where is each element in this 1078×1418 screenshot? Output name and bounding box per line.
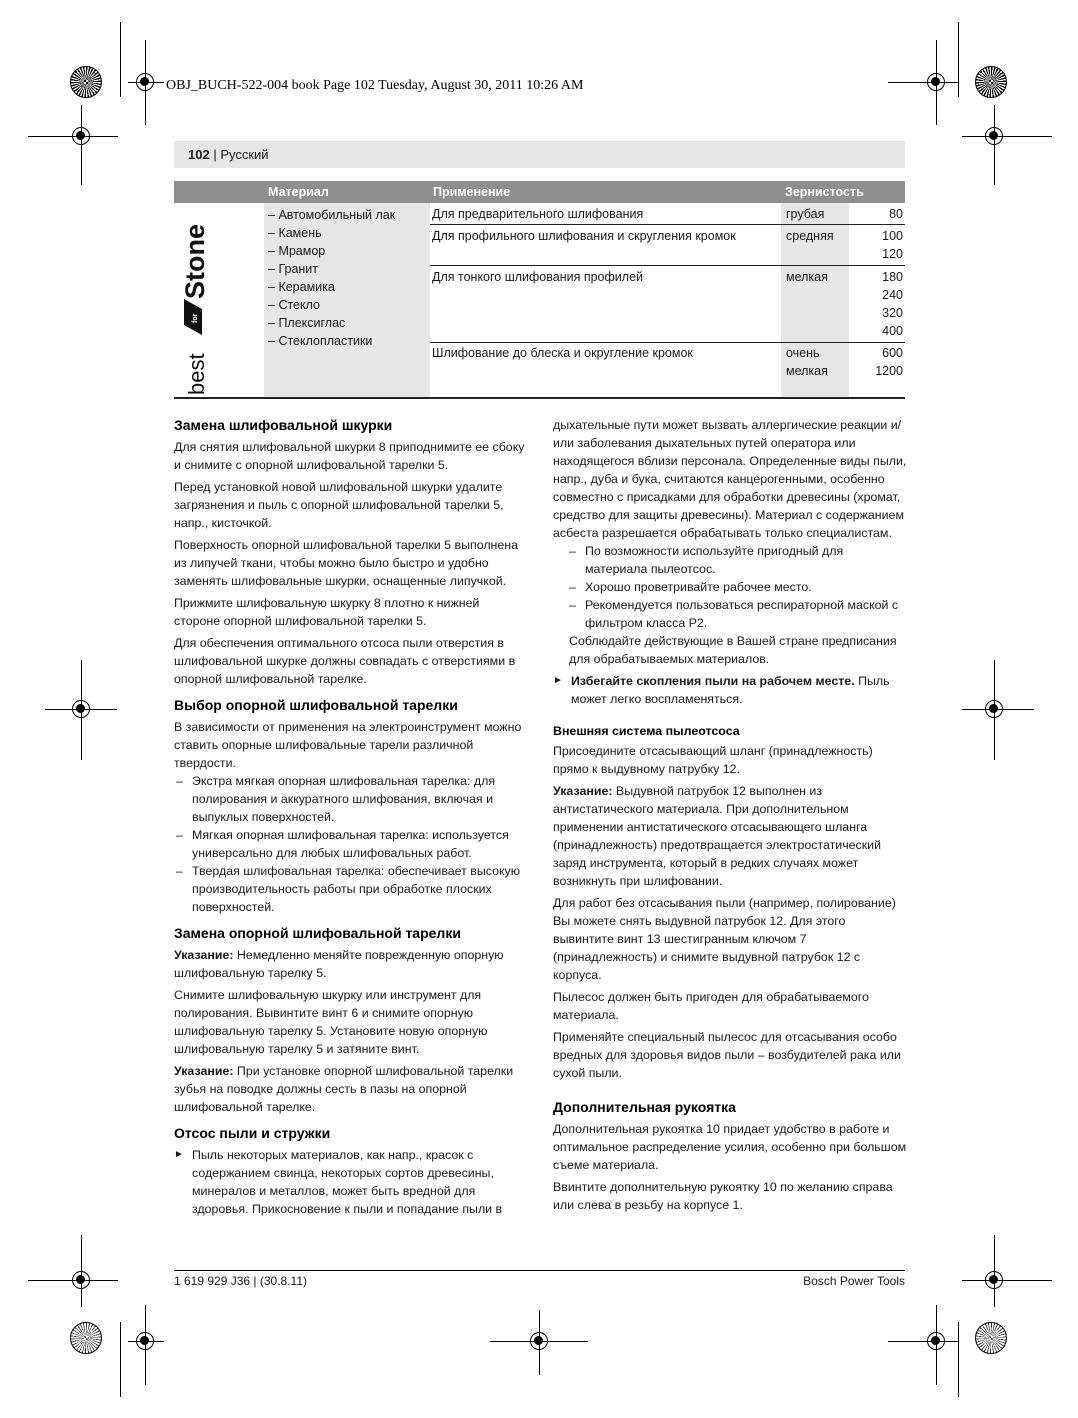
section-heading: Замена шлифовальной шкурки (174, 417, 393, 433)
best-for-stone-logo (176, 203, 212, 397)
table-cell-grit: 100 (882, 229, 903, 243)
logo-for: for (192, 313, 199, 323)
registration-rosette (975, 1322, 1007, 1354)
subsection-heading: Внешняя система пылеотсоса (553, 724, 740, 738)
header-grit: Зернистость (785, 185, 864, 199)
list-item: – Мрамор (268, 244, 326, 258)
registration-rosette (70, 1322, 102, 1354)
list-item: – Экстра мягкая опорная шлифовальная тарелка: для полирования и аккуратного шлифования, включая и выпуклых поверхностей. (174, 772, 528, 826)
table-cell-grade: очень мелкая (786, 346, 828, 378)
paragraph: Для работ без отсасывания пыли (например, полирование) Вы можете снять выдувной патрубок 12. Для этого вывинтите винт 13 шестигранным ключом 7 (принадлежность) и снимите выдувной патрубок 12 с корпуса. (553, 896, 896, 982)
list-item: – Хорошо проветривайте рабочее место. (567, 578, 907, 596)
list-item: – Стекло (268, 298, 320, 312)
list-item: – Стеклопластики (268, 334, 373, 348)
paragraph: Ввинтите дополнительную рукоятку 10 по желанию справа или слева в резьбу на корпусе 1. (553, 1180, 893, 1212)
paragraph: Указание: Немедленно меняйте поврежденную опорную шлифовальную тарелку 5. (174, 948, 504, 980)
list-item: – Мягкая опорная шлифовальная тарелка: используется универсально для любых шлифовальных работ. (174, 826, 528, 862)
left-column (174, 416, 528, 1222)
page-language: Русский (220, 147, 269, 162)
table-cell-application: Шлифование до блеска и округление кромок (432, 346, 693, 360)
paragraph: В зависимости от применения на электроинструмент можно ставить опорные шлифовальные тарели различной твердости. (174, 720, 522, 770)
material-list (268, 206, 395, 350)
section-heading: Отсос пыли и стружки (174, 1125, 331, 1141)
warning-list (553, 672, 907, 708)
registration-rosette (975, 66, 1007, 98)
header-material: Материал (268, 185, 329, 199)
table-cell-grade: средняя (786, 229, 834, 243)
list-item: – Автомобильный лак (268, 208, 396, 222)
right-column (553, 416, 907, 1218)
list-item: ► Пыль некоторых материалов, как напр., красок с содержанием свинца, некоторых сортов древесины, минералов и металлов, может быть вредной для здоровья. Прикосновение к пыли и попадание пыли в (174, 1146, 528, 1218)
paragraph: Прижмите шлифовальную шкурку 8 плотно к нижней стороне опорной шлифовальной тарелки 5. (174, 596, 480, 628)
table-cell-grit: 400 (882, 324, 903, 338)
paragraph: Дополнительная рукоятка 10 придает удобство в работе и оптимальное распределение усилия, особенно при большом съеме материала. (553, 1122, 907, 1172)
table-cell-grit: 180 (882, 270, 903, 284)
table-cell-application: Для тонкого шлифования профилей (432, 270, 643, 284)
list-item: – Камень (268, 226, 322, 240)
paragraph: Перед установкой новой шлифовальной шкурки удалите загрязнения и пыль с опорной шлифовальной тарелки 5, напр., кисточкой. (174, 480, 504, 530)
table-cell-grit: 240 (882, 288, 903, 302)
table-cell-grit: 80 (889, 207, 903, 221)
list-item: ► Избегайте скопления пыли на рабочем месте. Пыль может легко воспламеняться. (553, 672, 907, 708)
logo-best: best (184, 353, 209, 395)
table-cell-grit: 1200 (875, 364, 903, 378)
paragraph: Указание: При установке опорной шлифовальной тарелки зубья на поводке должны сесть в пазы на опорной шлифовальной тарелке. (174, 1064, 514, 1114)
footer-brand: Bosch Power Tools (803, 1274, 905, 1288)
table-cell-grade: мелкая (786, 270, 828, 284)
paragraph: Поверхность опорной шлифовальной тарелки 5 выполнена из липучей ткани, чтобы можно было быстро и удобно заменять шлифовальные шкурки, оснащенные липучкой. (174, 538, 519, 588)
pad-list (174, 772, 528, 916)
footer-doc-number: 1 619 929 J36 | (30.8.11) (174, 1274, 307, 1288)
paragraph: Снимите шлифовальную шкурку или инструмент для полирования. Вывинтите винт 6 и снимите опорную шлифовальную тарелку 5. Установите новую опорную шлифовальную тарелку 5 и затяните винт. (174, 988, 488, 1056)
paragraph: дыхательные пути может вызвать аллергические реакции и/или заболевания дыхательных путей оператора или находящегося вблизи персонала. Определенные виды пыли, напр., дуба и бука, считаются канцерогенными, особенно совместно с присадками для обработки древесины (хромат, средство для защиты древесины). Материал с содержанием асбеста разрешается обрабатывать только специалистам. (553, 418, 907, 540)
section-heading: Дополнительная рукоятка (553, 1099, 736, 1115)
table-header (174, 181, 905, 203)
logo-stone: Stone (180, 223, 210, 299)
list-item: – Гранит (268, 262, 319, 276)
page-header: 102 | Русский (174, 141, 905, 168)
header-application: Применение (433, 185, 511, 199)
print-meta-line: OBJ_BUCH-522-004 book Page 102 Tuesday, August 30, 2011 10:26 AM (166, 78, 584, 93)
footer-rule (174, 1270, 905, 1271)
table-cell-grade: грубая (786, 207, 825, 221)
list-item: – Керамика (268, 280, 335, 294)
table-cell-grit: 120 (882, 247, 903, 261)
dust-measures-list (567, 542, 907, 632)
list-item: – Плексиглас (268, 316, 346, 330)
warning-list (174, 1146, 528, 1218)
page-number: 102 (188, 147, 210, 162)
paragraph: Для снятия шлифовальной шкурки 8 приподнимите ее сбоку и снимите с опорной шлифовальной тарелки 5. (174, 440, 525, 472)
paragraph: Присоедините отсасывающий шланг (принадлежность) прямо к выдувному патрубку 12. (553, 744, 873, 776)
paragraph: Для обеспечения оптимального отсоса пыли отверстия в шлифовальной шкурке должны совпадать с отверстиями в опорной шлифовальной тарелке. (174, 636, 516, 686)
table-cell-grit: 320 (882, 306, 903, 320)
paragraph: Соблюдайте действующие в Вашей стране предписания для обрабатываемых материалов. (569, 634, 897, 666)
paragraph: Указание: Выдувной патрубок 12 выполнен из антистатического материала. При дополнительном применении антистатического отсасывающего шланга (принадлежность) предотвращается электростатический заряд инструмента, который в редких случаях может возникнуть при шлифовании. (553, 784, 882, 888)
list-item: – Твердая шлифовальная тарелка: обеспечивает высокую производительность работы при обработке плоских поверхностей. (174, 862, 528, 916)
table-cell-grit: 600 (882, 346, 903, 360)
table-cell-application: Для предварительного шлифования (432, 207, 644, 221)
table-cell-application: Для профильного шлифования и скругления кромок (432, 229, 736, 243)
list-item: – Рекомендуется пользоваться респираторной маской с фильтром класса P2. (567, 596, 907, 632)
section-heading: Выбор опорной шлифовальной тарелки (174, 697, 458, 713)
paragraph: Пылесос должен быть пригоден для обрабатываемого материала. (553, 990, 869, 1022)
registration-rosette (70, 66, 102, 98)
section-heading: Замена опорной шлифовальной тарелки (174, 925, 461, 941)
list-item: – По возможности используйте пригодный для материала пылеотсос. (567, 542, 907, 578)
paragraph: Применяйте специальный пылесос для отсасывания особо вредных для здоровья видов пыли – возбудителей рака или сухой пыли. (553, 1030, 901, 1080)
